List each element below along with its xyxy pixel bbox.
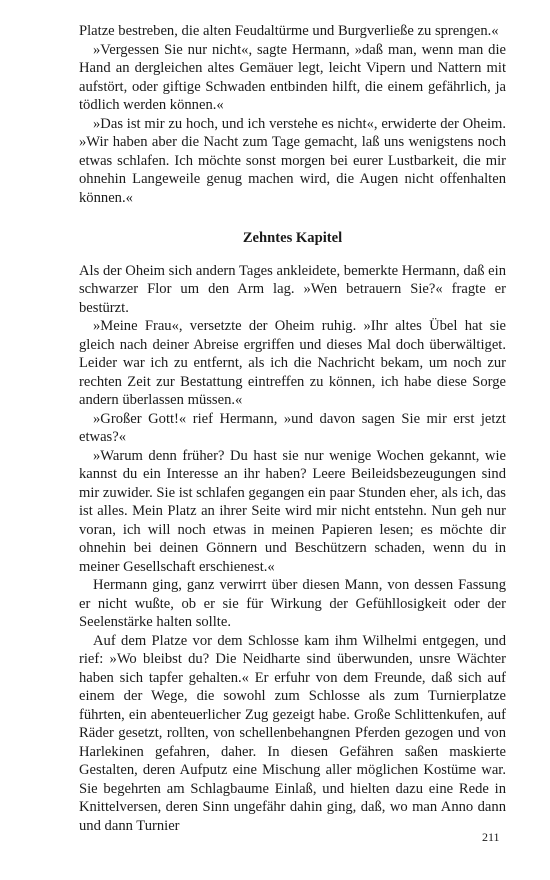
paragraph: Platze bestreben, die alten Feudaltürme und Burgverließe zu sprengen.« [79,23,499,39]
paragraph: »Warum denn früher? Du hast sie nur wenige Wochen gekannt, wie kannst du ein Interesse an ihr haben? Leere Beileidsbezeugungen sind mir zuwider. Sie ist schlafen gegangen ein paar Stunden eher, als ich, das ist alles. Mein Platz an ihrer Seite wird mir nicht entstehn. Nun geh nur voran, ich will noch etwas in meinen Papieren lesen; es möchte dir ohnehin bei deinen Gönnern und Beschützern schaden, wenn du in meiner Gesellschaft erschienest.« [79,447,506,575]
book-page [79,22,506,835]
chapter-heading: Zehntes Kapitel [242,230,343,246]
paragraph: »Großer Gott!« rief Hermann, »und davon sagen Sie mir erst jetzt etwas?« [79,410,506,445]
paragraph: »Das ist mir zu hoch, und ich verstehe es nicht«, erwiderte der Oheim. »Wir haben aber die Nacht zum Tage gemacht, laß uns wenigstens noch etwas schlafen. Ich möchte sonst morgen bei eurer Lustbarkeit, die mir ohnehin Langeweile genug machen wird, die Augen nicht offenhalten können.« [79,115,506,206]
paragraph: »Meine Frau«, versetzte der Oheim ruhig. »Ihr altes Übel hat sie gleich nach deiner Abreise ergriffen und dieses Mal doch überwältiget. Leider war ich zu entfernt, als ich die Nachricht bekam, um noch zur rechten Zeit zur Bestattung eintreffen zu können, ich habe diese Sorge andern überlassen müssen.« [79,318,506,408]
paragraph: Als der Oheim sich andern Tages ankleidete, bemerkte Hermann, daß ein schwarzer Flor um den Arm lag. »Wen betrauern Sie?« fragte er bestürzt. [79,262,506,316]
page-number: 211 [482,830,500,844]
paragraph: »Vergessen Sie nur nicht«, sagte Hermann, »daß man, wenn man die Hand an dergleichen altes Gemäuer legt, leicht Vipern und Nattern mit aufstört, oder giftige Schwaden entbinden hilft, die einem gefährlich, ja tödlich werden können.« [79,41,506,113]
paragraph: Hermann ging, ganz verwirrt über diesen Mann, von dessen Fassung er nicht wußte, ob er sie für Wirkung der Gefühllosigkeit oder der Seelenstärke halten sollte. [79,577,506,630]
paragraph: Auf dem Platze vor dem Schlosse kam ihm Wilhelmi entgegen, und rief: »Wo bleibst du? Die Neidharte sind überwunden, unsre Wächter haben sich tapfer gehalten.« Er erfuhr von dem Freunde, daß sich auf einem der Wege, die sowohl zum Schlosse als zum Turnierplatze führten, ein abenteuerlicher Zug gezeigt habe. Große Schlittenkufen, auf Räder gesetzt, rollten, von schellenbehangnen Pferden gezogen und von Harlekinen gefahren, daher. In diesen Gefähren saßen maskierte Gestalten, deren Aufputz eine Mischung aller möglichen Kostüme war. Sie begehrten am Schlagbaume Einlaß, und hielten dazu eine Rede in Knittelversen, deren Sinn ungefähr dahin ging, daß, wo man Anno dann und dann Turnier [79,632,506,834]
